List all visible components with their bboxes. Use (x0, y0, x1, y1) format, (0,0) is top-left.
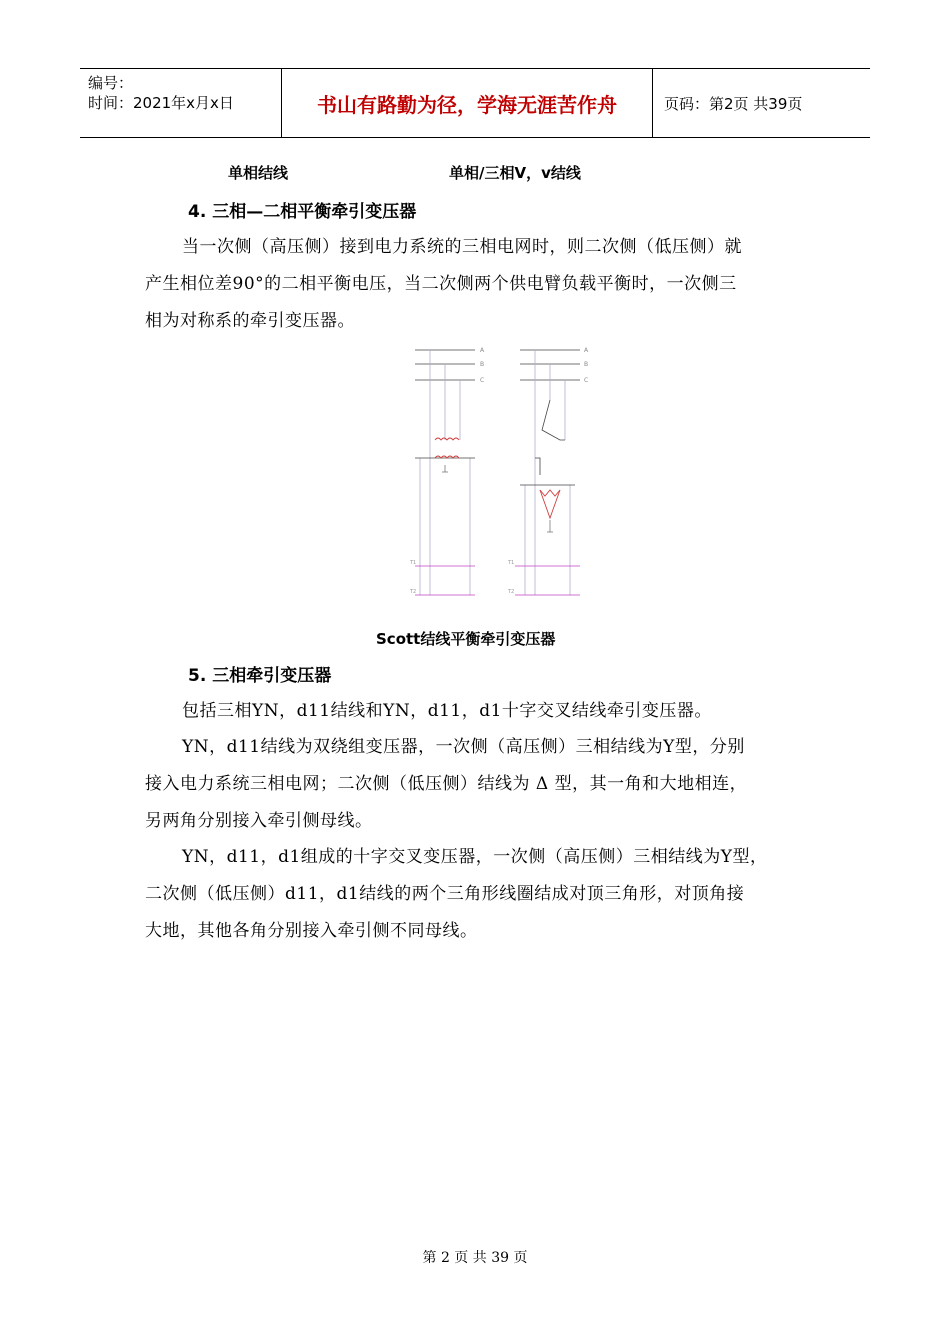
section5-para3-line: YN，d11，d1组成的十字交叉变压器，一次侧（高压侧）三相结线为Y型， (182, 847, 768, 867)
figure-caption-scott: Scott结线平衡牵引变压器 (376, 630, 556, 648)
header-motto: 书山有路勤为径，学海无涯苦作舟 (282, 69, 653, 137)
scott-transformer-diagram (410, 340, 600, 605)
section5-para2-line: 接入电力系统三相电网；二次侧（低压侧）结线为 Δ 型，其一角和大地相连， (145, 774, 748, 794)
svg-text:T1: T1 (508, 560, 515, 566)
section5-para3-line: 二次侧（低压侧）d11，d1结线的两个三角形线圈结成对顶三角形，对顶角接 (145, 884, 745, 904)
number-label: 编号： (88, 74, 134, 92)
caption-v-connection: 单相/三相V，v结线 (449, 164, 581, 182)
svg-text:B: B (584, 361, 589, 368)
svg-text:A: A (584, 347, 589, 354)
document-header (80, 68, 870, 138)
section4-heading: 4. 三相—二相平衡牵引变压器 (188, 202, 417, 222)
svg-text:T2: T2 (508, 589, 515, 595)
page-footer: 第 2 页 共 39 页 (422, 1250, 528, 1266)
header-page-info: 页码：第2页 共39页 (664, 94, 803, 113)
section4-para-line: 相为对称系的牵引变压器。 (145, 311, 355, 331)
date-label: 时间：2021年x月x日 (88, 94, 234, 112)
section5-para2-line: YN，d11结线为双绕组变压器，一次侧（高压侧）三相结线为Y型，分别 (182, 737, 745, 757)
section5-heading: 5. 三相牵引变压器 (188, 666, 332, 686)
section4-para-line: 当一次侧（高压侧）接到电力系统的三相电网时，则二次侧（低压侧）就 (182, 237, 742, 257)
svg-text:A: A (480, 347, 485, 354)
caption-single-phase: 单相结线 (228, 164, 289, 182)
svg-text:T2: T2 (410, 589, 417, 595)
section5-paragraph-1: 包括三相YN，d11结线和YN，d11，d1十字交叉结线牵引变压器。 (182, 701, 712, 721)
section4-para-line: 产生相位差90°的二相平衡电压，当二次侧两个供电臂负载平衡时，一次侧三 (145, 274, 737, 294)
section5-para3-line: 大地，其他各角分别接入牵引侧不同母线。 (145, 921, 478, 941)
svg-text:B: B (480, 361, 485, 368)
section5-para2-line: 另两角分别接入牵引侧母线。 (145, 811, 373, 831)
svg-text:T1: T1 (410, 560, 417, 566)
svg-text:C: C (480, 377, 485, 384)
header-meta-cell (80, 69, 282, 137)
svg-text:C: C (584, 377, 589, 384)
